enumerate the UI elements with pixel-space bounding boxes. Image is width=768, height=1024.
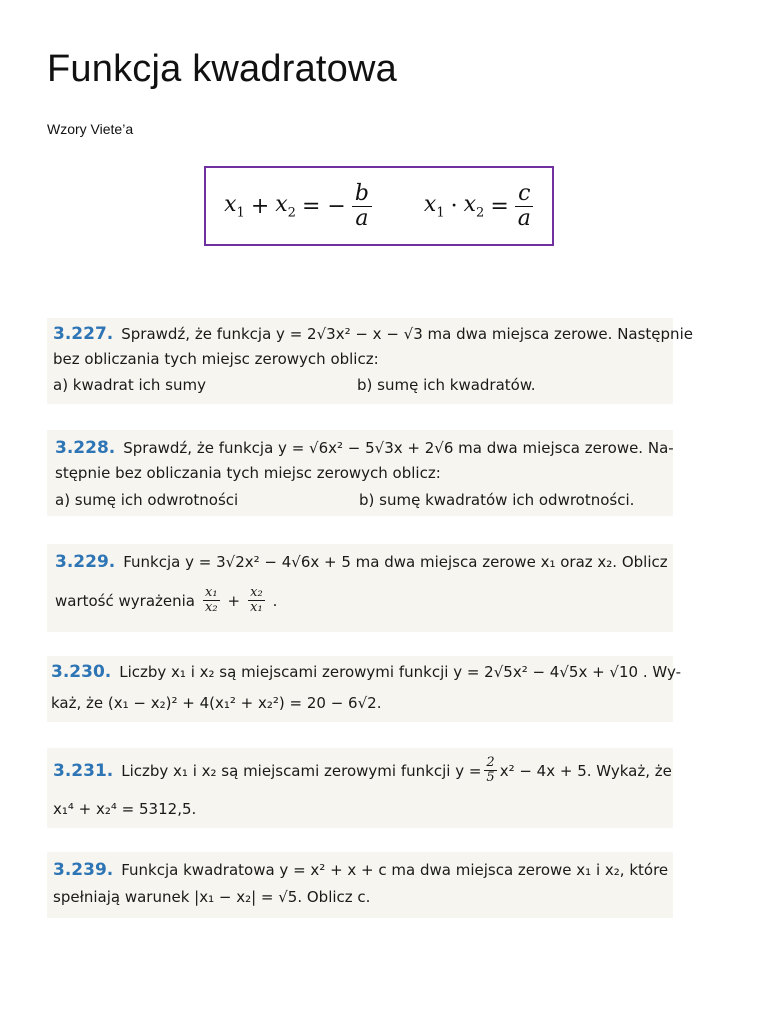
exercise-3-228: [47, 430, 673, 516]
exercise-text: Liczby x₁ i x₂ są miejscami zerowymi funkcji y = 2√5x² − 4√5x + √10 . Wy-: [119, 663, 681, 681]
fraction: $\frac{2}{5}$: [486, 755, 495, 786]
exercise-text: Funkcja y = 3√2x² − 4√6x + 5 ma dwa miejsca zerowe x₁ oraz x₂. Oblicz: [123, 553, 668, 571]
exercise-number: 3.227.: [53, 324, 114, 344]
exercise-3-230: [47, 656, 681, 722]
exercise-text: każ, że (x₁ − x₂)² + 4(x₁² + x₂²) = 20 − 6√2.: [51, 694, 382, 712]
product-fraction: $\frac{c}{a}$: [515, 182, 534, 229]
fraction: x₁ x₂: [205, 585, 218, 616]
exercise-3-227: [47, 318, 693, 404]
vieta-formulas-box: [204, 166, 554, 246]
exercise-number: 3.230.: [51, 662, 112, 682]
part-a: a) kwadrat ich sumy: [53, 376, 206, 394]
exercise-text: Liczby x₁ i x₂ są miejscami zerowymi funkcji y =: [121, 761, 482, 780]
exercise-text: stępnie bez obliczania tych miejsc zerowych oblicz:: [55, 464, 441, 482]
part-b: b) sumę ich kwadratów.: [357, 376, 536, 394]
part-a: a) sumę ich odwrotności: [55, 491, 239, 509]
exercise-number: 3.229.: [55, 552, 116, 572]
sum-equals: = −: [301, 193, 346, 219]
exercise-expression: wartość wyrażenia x₁ x₂ + $\frac{\text{x₂}}{\text{x₁}}$ .: [55, 585, 278, 616]
exercise-number: 3.231.: [53, 760, 114, 781]
fraction: $\frac{\text{x₂}}{\text{x₁}}$: [250, 585, 263, 616]
exercise-text: Sprawdź, że funkcja y = 2√3x² − x − √3 ma dwa miejsca zerowe. Następnie: [121, 325, 693, 343]
exercise-text: Sprawdź, że funkcja y = √6x² − 5√3x + 2√6 ma dwa miejsca zerowe. Na-: [123, 439, 674, 457]
exercise-text: bez obliczania tych miejsc zerowych oblicz:: [53, 350, 379, 368]
sum-formula: $x_1$ + $x_2$ = − $\frac{b}{a}$: [224, 182, 372, 229]
exercise-text: Funkcja kwadratowa y = x² + x + c ma dwa miejsca zerowe x₁ i x₂, które: [121, 861, 669, 879]
exercise-3-229: [47, 544, 673, 632]
exercise-number: 3.228.: [55, 438, 116, 458]
exercise-text: x² − 4x + 5. Wykaż, że: [499, 761, 672, 780]
exercise-3-239: [47, 852, 673, 918]
product-formula: $x_1$ · $x_2$ = $\frac{c}{a}$: [424, 182, 534, 229]
exercise-text: x₁⁴ + x₂⁴ = 5312,5.: [53, 800, 197, 818]
part-b: b) sumę kwadratów ich odwrotności.: [359, 491, 635, 509]
exercise-3-231: [47, 748, 673, 828]
page-title: Funkcja kwadratowa: [47, 48, 397, 90]
exercise-number: 3.239.: [53, 860, 114, 880]
sum-fraction: $\frac{b}{a}$: [352, 182, 372, 229]
section-subtitle: Wzory Viete’a: [47, 121, 134, 137]
exercise-text: spełniają warunek |x₁ − x₂| = √5. Oblicz c.: [53, 888, 371, 906]
